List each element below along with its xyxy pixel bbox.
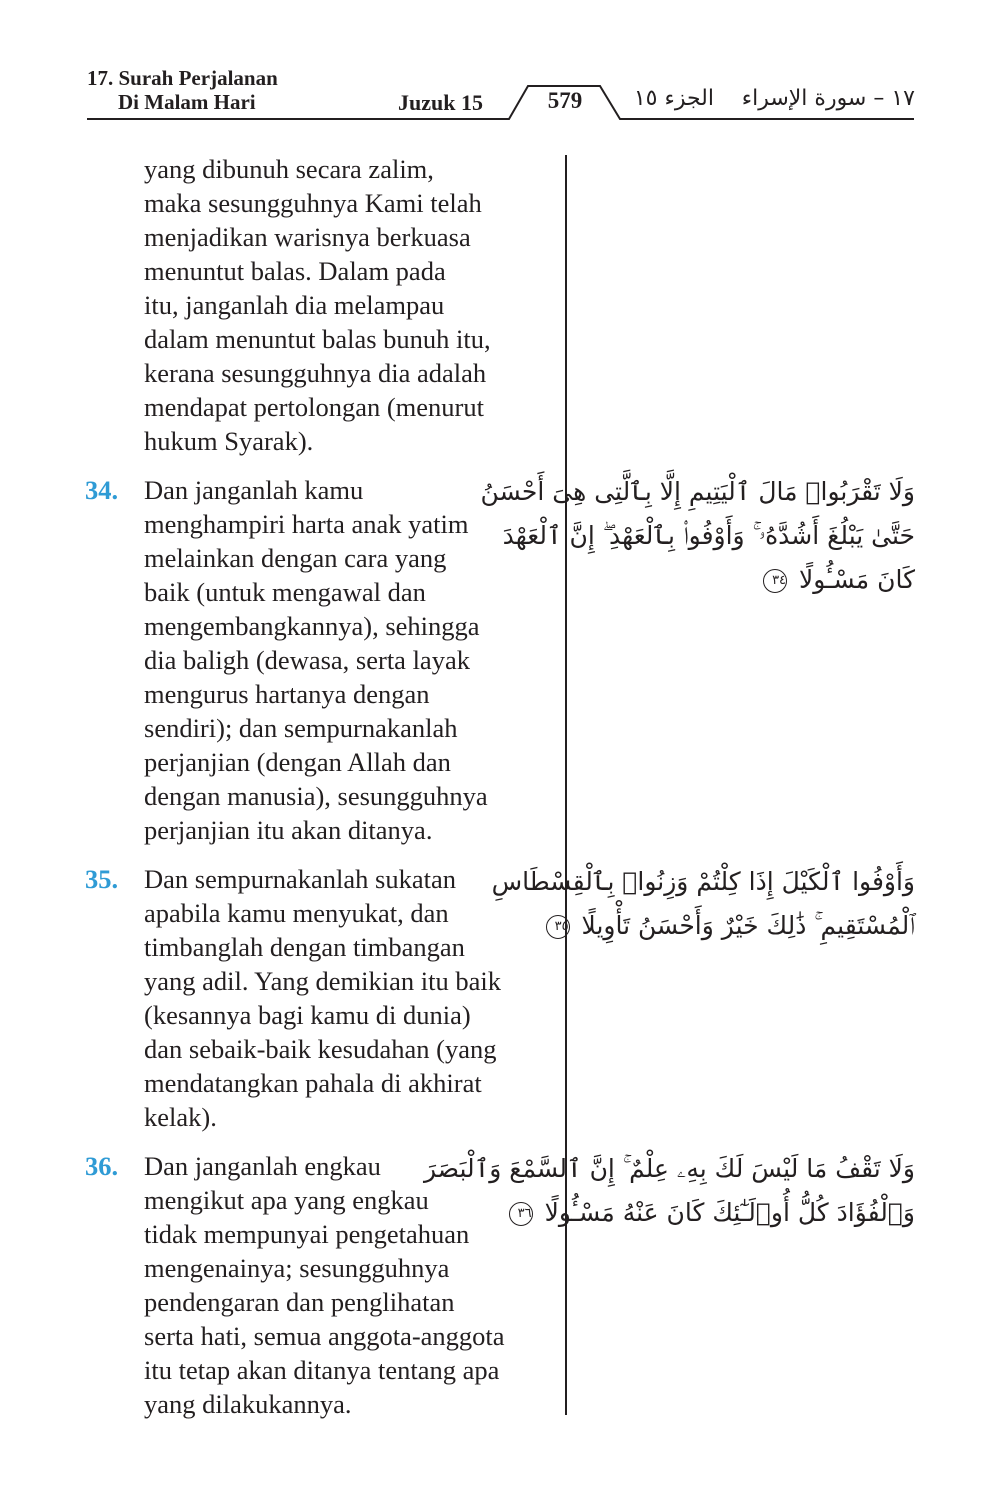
juzuk-label-arabic: الجزء ١٥ <box>633 86 714 111</box>
arabic-line: وَلَا تَقْرَبُوا۟ مَالَ ٱلْيَتِيمِ إِلَّا بِٱلَّتِى هِىَ أَحْسَنُ <box>480 477 915 506</box>
verse-33-continuation <box>144 152 564 458</box>
verse-number-34: 34. <box>85 475 119 505</box>
juzuk-label-malay: Juzuk 15 <box>398 90 483 115</box>
text-line: dalam menuntut balas bunuh itu, <box>144 324 491 354</box>
text-line: menghampiri harta anak yatim <box>144 509 469 539</box>
text-line: melainkan dengan cara yang <box>144 543 447 573</box>
text-line: perjanjian (dengan Allah dan <box>144 747 451 777</box>
arabic-line: حَتَّىٰ يَبْلُغَ أَشُدَّهُۥ ۚ وَأَوْفُوا۟ بِٱلْعَهْدِ ۖ إِنَّ ٱلْعَهْدَ <box>502 521 915 550</box>
text-line: menuntut balas. Dalam pada <box>144 256 446 286</box>
page-number: 579 <box>547 88 583 113</box>
text-line: hukum Syarak). <box>144 426 314 456</box>
text-line: apabila kamu menyukat, dan <box>144 898 449 928</box>
verse-34-arabic <box>480 470 915 602</box>
arabic-line: وَأَوْفُوا ٱلْكَيْلَ إِذَا كِلْتُمْ وَزِنُوا۟ بِٱلْقِسْطَاسِ <box>491 867 915 896</box>
arabic-line: وَلَا تَقْفُ مَا لَيْسَ لَكَ بِهِۦ عِلْمٌ ۚ إِنَّ ٱلسَّمْعَ وَٱلْبَصَرَ <box>424 1154 915 1183</box>
text-line: kerana sesungguhnya dia adalah <box>144 358 487 388</box>
text-line: dia baligh (dewasa, serta layak <box>144 645 470 675</box>
text-line: serta hati, semua anggota-anggota <box>144 1321 505 1351</box>
text-line: timbanglah dengan timbangan <box>144 932 465 962</box>
text-line: pendengaran dan penglihatan <box>144 1287 455 1317</box>
text-line: Dan janganlah kamu <box>144 475 364 505</box>
arabic-line-last <box>517 1191 915 1235</box>
text-line: dan sebaik-baik kesudahan (yang <box>144 1034 497 1064</box>
text-line: mengurus hartanya dengan <box>144 679 430 709</box>
arabic-line: ٱلْمُسْتَقِيمِ ۚ ذَٰلِكَ خَيْرٌ وَأَحْسَنُ تَأْوِيلًا <box>581 911 915 940</box>
text-line: Dan sempurnakanlah sukatan <box>144 864 457 894</box>
text-line: mendatangkan pahala di akhirat <box>144 1068 482 1098</box>
text-line: mengenainya; sesungguhnya <box>144 1253 450 1283</box>
surah-title-malay-line1: 17. Surah Perjalanan <box>87 66 278 90</box>
verse-number-36: 36. <box>85 1151 119 1181</box>
text-line: itu tetap akan ditanya tentang apa <box>144 1355 500 1385</box>
text-line: itu, janganlah dia melampau <box>144 290 445 320</box>
verse-number-35: 35. <box>85 864 119 894</box>
arabic-line-last <box>554 904 915 948</box>
verse-34-translation <box>144 473 564 847</box>
verse-35-arabic <box>491 860 915 948</box>
surah-title-arabic: ١٧ – سورة الإسراء <box>741 86 915 111</box>
text-line: yang dibunuh secara zalim, <box>144 154 434 184</box>
header-rule <box>0 0 1000 130</box>
text-line: Dan janganlah engkau <box>144 1151 381 1181</box>
text-line: mengembangkannya), sehingga <box>144 611 480 641</box>
ayah-number-marker: ٣٦ <box>509 1202 533 1226</box>
verse-36-arabic <box>424 1147 915 1235</box>
text-line: yang dilakukannya. <box>144 1389 352 1419</box>
text-line: perjanjian itu akan ditanya. <box>144 815 433 845</box>
ayah-number-marker: ٣٤ <box>763 569 787 593</box>
arabic-line: وَٱلْفُؤَادَ كُلُّ أُو۟لَـٰٓئِكَ كَانَ عَنْهُ مَسْـُٔولًا <box>544 1198 915 1227</box>
text-line: yang adil. Yang demikian itu baik <box>144 966 501 996</box>
text-line: sendiri); dan sempurnakanlah <box>144 713 458 743</box>
text-line: mendapat pertolongan (menurut <box>144 392 484 422</box>
text-line: maka sesungguhnya Kami telah <box>144 188 482 218</box>
text-line: tidak mempunyai pengetahuan <box>144 1219 470 1249</box>
surah-title-malay-line2: Di Malam Hari <box>118 90 256 114</box>
text-line: kelak). <box>144 1102 217 1132</box>
text-line: menjadikan warisnya berkuasa <box>144 222 471 252</box>
text-line: (kesannya bagi kamu di dunia) <box>144 1000 471 1030</box>
ayah-number-marker: ٣٥ <box>546 915 570 939</box>
text-line: mengikut apa yang engkau <box>144 1185 429 1215</box>
text-line: dengan manusia), sesungguhnya <box>144 781 488 811</box>
text-line: baik (untuk mengawal dan <box>144 577 426 607</box>
arabic-line: كَانَ مَسْـُٔولًا <box>798 565 915 594</box>
arabic-line-last <box>595 558 915 602</box>
page-header <box>0 0 1000 130</box>
